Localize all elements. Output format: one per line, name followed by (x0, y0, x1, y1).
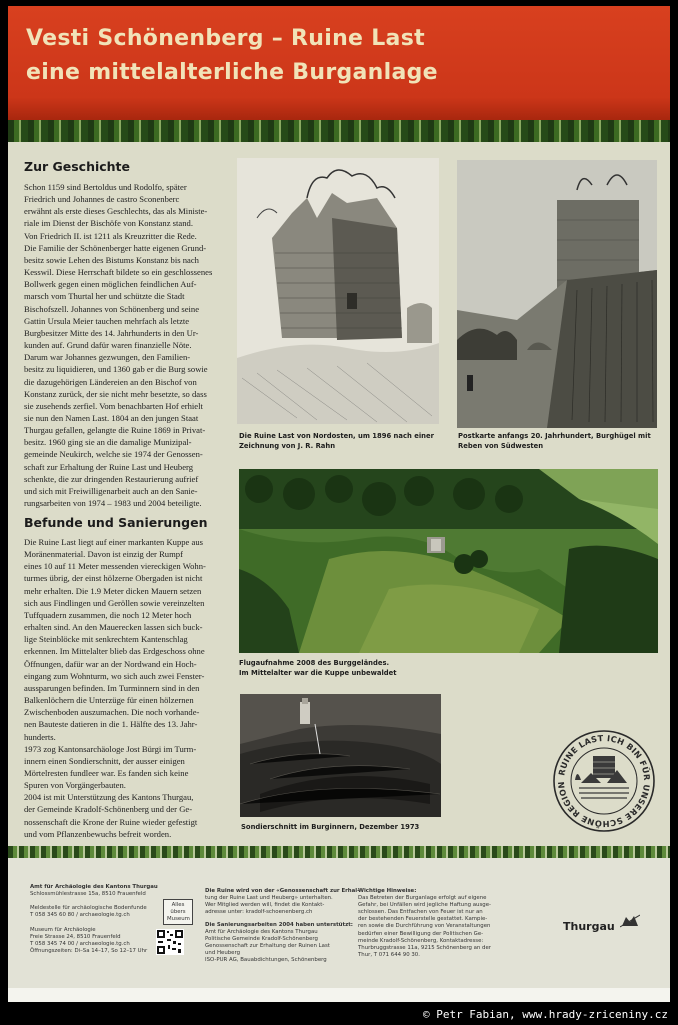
history-text (24, 181, 212, 509)
text-line: marsch vom Thurtal her und schützte die Stadt (24, 291, 185, 302)
text-line (30, 898, 158, 905)
sign-title-line-1: Vesti Schönenberg – Ruine Last (26, 26, 425, 51)
stamp-ring-text: RUINE LAST ICH BIN FÜR UNSERE SCHÖNE REGION (555, 732, 653, 830)
text-line: Die Familie der Schönenberger hatte eigenen Grund- (24, 242, 207, 253)
region-stamp-logo (551, 728, 657, 834)
text-line: kunden auf. Grund dafür waren finanzielle Nöte. (24, 340, 192, 351)
text-line: tung der Ruine Last und Heuberg» unterhalten. (205, 895, 333, 902)
museum-badge (163, 899, 193, 925)
text-line: mehr erhalten. Die 1.9 Meter dicken Mauern setzen (24, 585, 202, 596)
text-line: Konstanz zurück, der sie nicht mehr besetzte, so dass (24, 388, 207, 399)
hedge-background (8, 120, 670, 142)
info-board (8, 142, 670, 848)
text-line: Schon 1159 sind Bertoldus und Rodolfo, später (24, 182, 187, 192)
text-line: und sich mit Freiwilligenarbeit auch an den Sanie- (24, 485, 198, 496)
text-line: besitz zu liquidieren, und 1360 gab er die Burg sowie (24, 364, 208, 375)
findings-heading: Befunde und Sanierungen (24, 515, 208, 530)
text-line: und Heuberg (205, 950, 241, 957)
text-line: eingang zum Wohnturm, wo sich auch zwei Fenster- (24, 670, 205, 681)
text-line: Bischofszell. Johannes von Schönenberg und seine (24, 303, 200, 314)
text-line: Politische Gemeinde Kradolf-Schönenberg (205, 936, 318, 943)
text-line: Gefahr, bei Unfällen wird jegliche Haftung ausge- (358, 902, 491, 909)
thurgau-lion-icon (620, 914, 640, 933)
text-line: sie nun den Namen Last. 1804 an den jungen Staat (24, 412, 199, 423)
text-line: und vom Pflanzenbewuchs befreit worden. (24, 828, 172, 839)
text-line: besitz. 1960 ging sie an die damalige Munizipal- (24, 437, 192, 448)
postcard-image (457, 160, 657, 428)
text-line (30, 919, 158, 926)
text-line: Balkenlöchern die Unterzüge für einen hölzernen (24, 695, 194, 706)
text-line: erhalten sind. An den Mauerecken lassen sich buck- (24, 622, 203, 633)
text-line: T 058 345 60 80 / archaeologie.tg.ch (30, 912, 130, 919)
text-line: meinde Kradolf-Schönenberg, Kontaktadresse: (358, 937, 484, 944)
text-line: Moränenmaterial. Davon ist einzig der Rumpf (24, 549, 183, 560)
footer-notes-text (358, 888, 491, 959)
text-line: gemeinde Neukirch, welche sie 1974 der Genossen- (24, 449, 203, 460)
text-line: schlossen. Das Entfachen von Feuer ist nur an (358, 909, 483, 916)
sign-frame-bottom (8, 988, 670, 1002)
text-line: nen Bauteste datieren in die 1. Hälfte des 13. Jahr- (24, 719, 198, 730)
aerial-caption: Flugaufnahme 2008 des Burggeländes. Im Mittelalter war die Kuppe unbewaldet (239, 659, 397, 677)
trench-photo-image (240, 694, 441, 817)
text-line: der bestehenden Feuerstelle gestattet. Kampie- (358, 916, 488, 923)
text-line: Burgbesitzer Mitte des 14. Jahrhunderts in den Ur- (24, 327, 199, 338)
text-line: Thurbruggstrasse 11a, 9215 Schönenberg an der (358, 944, 491, 951)
text-line: Wer Mitglied werden will, findet die Kontakt- (205, 902, 325, 909)
sign-title-line-2: eine mittelalterliche Burganlage (26, 60, 438, 85)
text-line: der Gemeinde Kradolf-Schönenberg und der Ge- (24, 804, 193, 815)
text-line: Gattin Ursula Meier tauchen mehrfach als letzte (24, 315, 190, 326)
text-line: adresse unter: kradolf-schoenenberg.ch (205, 909, 313, 916)
text-line: Spuren von Vorgängerbauten. (24, 780, 126, 791)
text-line: Amt für Archäologie des Kantons Thurgau (30, 884, 158, 890)
title-sign (8, 6, 670, 123)
footer-sponsors-text (205, 922, 353, 965)
text-line: aussparungen befinden. Im Turminnern sind in den (24, 682, 200, 693)
text-line: sie zusehends zerfiel. Vom benachbarten Hof erhielt (24, 400, 203, 411)
text-line: riale im Dienst der Bischöfe von Konstanz stand. (24, 218, 193, 229)
text-line: Friedrich und Johannes de castro Sconenberc (24, 194, 180, 205)
postcard-caption: Postkarte anfangs 20. Jahrhundert, Burghügel mit Reben von Südwesten (458, 432, 651, 450)
footer-panel (8, 858, 670, 988)
text-line: Schlossmühlestrasse 15a, 8510 Frauenfeld (30, 891, 146, 898)
text-line: eines 10 auf 11 Meter messenden viereckigen Wohn- (24, 561, 206, 572)
text-line: Von Friedrich II. ist 1211 als Kreuzritter die Rede. (24, 230, 197, 241)
text-line: Darum war Johannes gezwungen, den Familien- (24, 352, 191, 363)
text-line: Die Ruine Last liegt auf einer markanten Kuppe aus (24, 537, 203, 547)
trench-caption: Sondierschnitt im Burginnern, Dezember 1973 (241, 823, 420, 831)
history-heading: Zur Geschichte (24, 159, 131, 174)
text-line: 1973 zog Kantonsarchäologe Jost Bürgi im Turm- (24, 743, 197, 754)
museum-badge-text: Alles übers Museum (167, 902, 190, 923)
text-line: nossenschaft die Krone der Ruine wieder gefestigt (24, 816, 198, 827)
text-line: Öffnungen, dafür war an der Nordwand ein Hoch- (24, 658, 197, 669)
text-line: Öffnungszeiten: Di–Sa 14–17, So 12–17 Uhr (30, 947, 148, 954)
text-line: Genossenschaft zur Erhaltung der Ruinen Last (205, 943, 330, 950)
text-line: bedürfen einer Bewilligung der Politischen Ge- (358, 930, 484, 937)
text-line: turmes übrig, der einst hölzerne Obergaden ist nicht (24, 573, 203, 584)
svg-text:RUINE LAST ICH BIN FÜR UNSERE (556, 733, 652, 829)
text-line: Thur, T 071 644 90 30. (358, 951, 420, 958)
drawing-caption: Die Ruine Last von Nordosten, um 1896 nach einer Zeichnung von J. R. Rahn (239, 432, 434, 450)
text-line: Wichtige Hinweise: (358, 888, 417, 894)
text-line: erwähnt als erste dieses Geschlechts, das als Ministe- (24, 206, 208, 217)
text-line: die dazugehörigen Ländereien an den Bischof von (24, 376, 197, 387)
text-line: Thurgau gefallen, gelangte die Ruine 1869 in Privat- (24, 425, 206, 436)
photo-credit: © Petr Fabian, www.hrady-zriceniny.cz (422, 1008, 668, 1021)
text-line: Tuffquadern zusammen, die noch 12 Meter hoch (24, 609, 192, 620)
text-line: ISO-PUR AG, Bauabdichtungen, Schönenberg (205, 957, 327, 964)
text-line: Amt für Archäologie des Kantons Thurgau (205, 929, 318, 936)
text-line: Meldestelle für archäologische Bodenfunde (30, 905, 147, 912)
text-line: Die Sanierungsarbeiten 2004 haben unterstützt: (205, 922, 353, 928)
text-line: besitz sowie Lehen des Bistums Konstanz bis nach (24, 254, 199, 265)
qr-code (156, 929, 184, 955)
text-line: Das Betreten der Burganlage erfolgt auf eigene (358, 895, 487, 902)
text-line: Freie Strasse 24, 8510 Frauenfeld (30, 933, 121, 940)
text-line: lige Steinblöcke mit senkrechtem Kantenschlag (24, 634, 188, 645)
text-line: hunderts. (24, 731, 56, 742)
text-line: rungsarbeiten von 1974 – 1983 und 2004 beteiligte. (24, 498, 202, 509)
text-line: Kesswil. Diese Herrschaft bildete so ein geschlossenes (24, 267, 213, 278)
text-line: Bollwerk gegen einen möglichen feindlichen Auf- (24, 279, 197, 290)
text-line: sich aus Findlingen und Geröllen sowie vereinzelten (24, 597, 205, 608)
text-line: Zwischenboden auszumachen. Die noch vorhande- (24, 707, 200, 718)
text-line: Mörtelresten fundleer war. Es fanden sich keine (24, 767, 189, 778)
text-line: Museum für Archäologie (30, 926, 96, 933)
text-line: erkennen. Im Mittelalter blieb das Erdgeschoss ohne (24, 646, 205, 657)
ruin-drawing-image (237, 158, 439, 424)
aerial-photo-image (239, 469, 658, 653)
footer-address-column (30, 884, 158, 955)
text-line: schaft zur Erhaltung der Ruine Last und Heuberg (24, 461, 194, 472)
text-line: Die Ruine wird von der «Genossenschaft zur Erhal- (205, 888, 360, 894)
thurgau-logo-text: Thurgau (563, 920, 615, 933)
footer-cooperative-text (205, 888, 359, 916)
text-line: T 058 345 74 00 / archaeologie.tg.ch (30, 940, 130, 947)
text-line: schenkte, die zur dringenden Restaurierung aufrief (24, 473, 199, 484)
findings-text (24, 536, 206, 840)
text-line: innern einen Sondierschnitt, der ausser einigen (24, 755, 185, 766)
text-line: ren sowie die Durchführung von Veranstaltungen (358, 923, 491, 930)
text-line: 2004 ist mit Unterstützung des Kantons Thurgau, (24, 792, 194, 803)
